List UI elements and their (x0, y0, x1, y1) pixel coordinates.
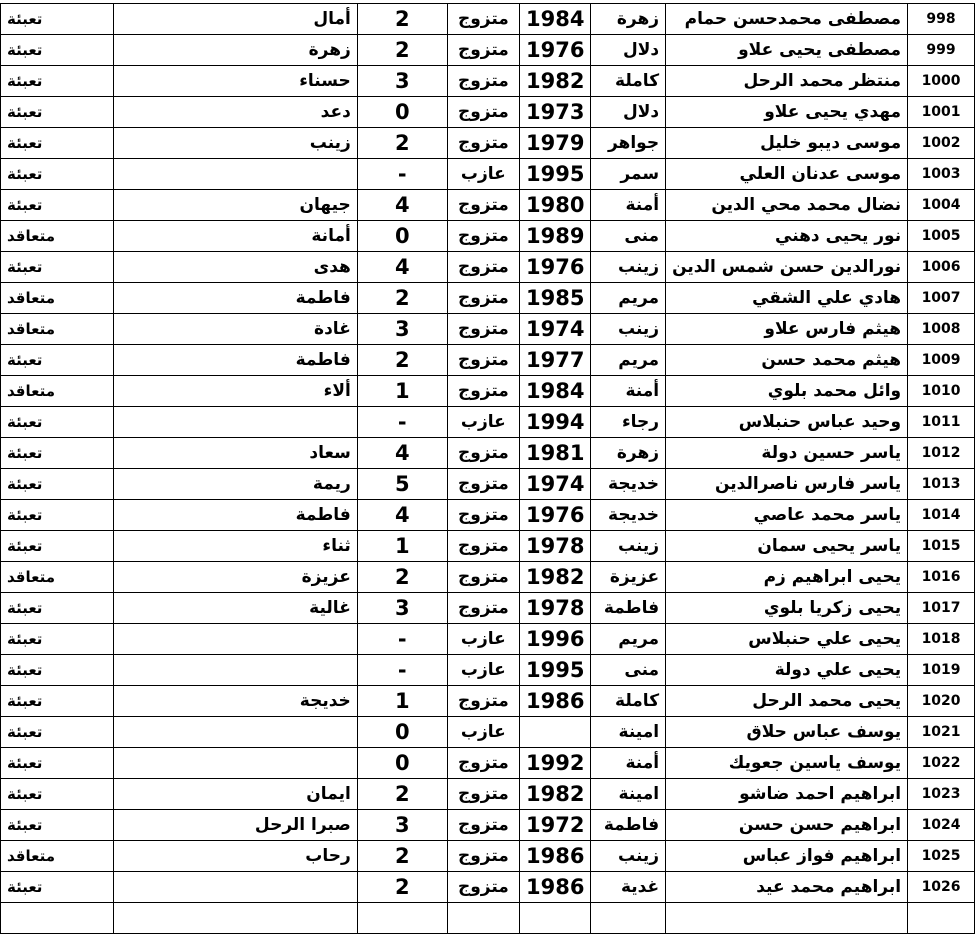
table-body (1, 4, 975, 934)
row-number-cell: 1021 (908, 717, 975, 748)
spouse-name-cell (114, 159, 358, 190)
mother-name-cell: جواهر (591, 128, 666, 159)
table-row (1, 190, 975, 221)
marital-status-cell: متزوج (447, 779, 519, 810)
status-cell: تعبئة (1, 593, 114, 624)
spouse-name-cell: غادة (114, 314, 358, 345)
empty-cell (591, 903, 666, 934)
spouse-name-cell: ريمة (114, 469, 358, 500)
full-name-cell: ياسر حسين دولة (666, 438, 908, 469)
birth-year-cell: 1995 (519, 655, 590, 686)
row-number-cell: 1011 (908, 407, 975, 438)
birth-year-cell: 1994 (519, 407, 590, 438)
table-row (1, 469, 975, 500)
mother-name-cell: زهرة (591, 438, 666, 469)
children-count-cell: - (357, 655, 447, 686)
birth-year-cell: 1980 (519, 190, 590, 221)
full-name-cell: ياسر فارس ناصرالدين (666, 469, 908, 500)
table-row (1, 314, 975, 345)
table-row (1, 128, 975, 159)
row-number-cell: 1017 (908, 593, 975, 624)
spouse-name-cell: رحاب (114, 841, 358, 872)
status-cell: تعبئة (1, 686, 114, 717)
birth-year-cell: 1989 (519, 221, 590, 252)
children-count-cell: 5 (357, 469, 447, 500)
empty-cell (357, 903, 447, 934)
full-name-cell: موسى ديبو خليل (666, 128, 908, 159)
status-cell: تعبئة (1, 779, 114, 810)
full-name-cell: يوسف عباس حلاق (666, 717, 908, 748)
spouse-name-cell (114, 748, 358, 779)
children-count-cell: - (357, 407, 447, 438)
children-count-cell: 4 (357, 500, 447, 531)
row-number-cell: 1010 (908, 376, 975, 407)
birth-year-cell: 1982 (519, 66, 590, 97)
marital-status-cell: متزوج (447, 531, 519, 562)
status-cell: تعبئة (1, 190, 114, 221)
mother-name-cell: زينب (591, 531, 666, 562)
mother-name-cell: أمنة (591, 748, 666, 779)
spouse-name-cell: سعاد (114, 438, 358, 469)
status-cell: تعبئة (1, 252, 114, 283)
row-number-cell: 1019 (908, 655, 975, 686)
empty-cell (666, 903, 908, 934)
children-count-cell: 0 (357, 748, 447, 779)
children-count-cell: 4 (357, 190, 447, 221)
row-number-cell: 1001 (908, 97, 975, 128)
birth-year-cell: 1984 (519, 376, 590, 407)
spouse-name-cell: ايمان (114, 779, 358, 810)
mother-name-cell: منى (591, 221, 666, 252)
table-row (1, 531, 975, 562)
table-row (1, 345, 975, 376)
birth-year-cell: 1976 (519, 35, 590, 66)
spouse-name-cell (114, 407, 358, 438)
table-row (1, 407, 975, 438)
birth-year-cell: 1986 (519, 841, 590, 872)
full-name-cell: وائل محمد بلوي (666, 376, 908, 407)
marital-status-cell: متزوج (447, 221, 519, 252)
full-name-cell: موسى عدنان العلي (666, 159, 908, 190)
children-count-cell: 1 (357, 376, 447, 407)
birth-year-cell: 1982 (519, 779, 590, 810)
status-cell: تعبئة (1, 407, 114, 438)
mother-name-cell: مريم (591, 624, 666, 655)
children-count-cell: 3 (357, 810, 447, 841)
table-row (1, 841, 975, 872)
children-count-cell: 0 (357, 221, 447, 252)
marital-status-cell: متزوج (447, 438, 519, 469)
table-row (1, 686, 975, 717)
birth-year-cell: 1985 (519, 283, 590, 314)
spouse-name-cell: زهرة (114, 35, 358, 66)
marital-status-cell: متزوج (447, 283, 519, 314)
table-row (1, 500, 975, 531)
spouse-name-cell: جيهان (114, 190, 358, 221)
table-row (1, 35, 975, 66)
full-name-cell: يحيى علي حنبلاس (666, 624, 908, 655)
birth-year-cell: 1984 (519, 4, 590, 35)
table-row (1, 252, 975, 283)
birth-year-cell: 1974 (519, 314, 590, 345)
mother-name-cell: مريم (591, 283, 666, 314)
table-row (1, 872, 975, 903)
marital-status-cell: عازب (447, 717, 519, 748)
mother-name-cell: فاطمة (591, 810, 666, 841)
children-count-cell: 4 (357, 438, 447, 469)
spouse-name-cell: فاطمة (114, 345, 358, 376)
status-cell: متعاقد (1, 314, 114, 345)
marital-status-cell: متزوج (447, 841, 519, 872)
mother-name-cell: زينب (591, 841, 666, 872)
status-cell: تعبئة (1, 748, 114, 779)
birth-year-cell: 1981 (519, 438, 590, 469)
marital-status-cell: عازب (447, 655, 519, 686)
mother-name-cell: سمر (591, 159, 666, 190)
marital-status-cell: متزوج (447, 314, 519, 345)
status-cell: تعبئة (1, 624, 114, 655)
status-cell: تعبئة (1, 872, 114, 903)
table-row (1, 221, 975, 252)
marital-status-cell: متزوج (447, 469, 519, 500)
table-row (1, 624, 975, 655)
children-count-cell: 3 (357, 314, 447, 345)
full-name-cell: يحيى علي دولة (666, 655, 908, 686)
birth-year-cell: 1974 (519, 469, 590, 500)
row-number-cell: 999 (908, 35, 975, 66)
spouse-name-cell (114, 717, 358, 748)
row-number-cell: 1015 (908, 531, 975, 562)
data-table (0, 3, 975, 934)
status-cell: تعبئة (1, 717, 114, 748)
mother-name-cell: زهرة (591, 4, 666, 35)
empty-cell (114, 903, 358, 934)
marital-status-cell: متزوج (447, 66, 519, 97)
status-cell: تعبئة (1, 810, 114, 841)
spouse-name-cell: فاطمة (114, 283, 358, 314)
row-number-cell: 1018 (908, 624, 975, 655)
row-number-cell: 1006 (908, 252, 975, 283)
children-count-cell: 3 (357, 593, 447, 624)
mother-name-cell: خديجة (591, 469, 666, 500)
birth-year-cell: 1986 (519, 686, 590, 717)
marital-status-cell: متزوج (447, 97, 519, 128)
marital-status-cell: متزوج (447, 810, 519, 841)
full-name-cell: وحيد عباس حنبلاس (666, 407, 908, 438)
children-count-cell: 0 (357, 717, 447, 748)
full-name-cell: ياسر محمد عاصي (666, 500, 908, 531)
mother-name-cell: زينب (591, 314, 666, 345)
full-name-cell: هيثم فارس علاو (666, 314, 908, 345)
mother-name-cell: امينة (591, 717, 666, 748)
birth-year-cell: 1992 (519, 748, 590, 779)
full-name-cell: يوسف ياسين جعويك (666, 748, 908, 779)
row-number-cell: 1024 (908, 810, 975, 841)
row-number-cell: 1007 (908, 283, 975, 314)
marital-status-cell: عازب (447, 624, 519, 655)
table-row (1, 655, 975, 686)
status-cell: تعبئة (1, 531, 114, 562)
marital-status-cell: متزوج (447, 593, 519, 624)
birth-year-cell: 1982 (519, 562, 590, 593)
birth-year-cell: 1996 (519, 624, 590, 655)
mother-name-cell: أمنة (591, 190, 666, 221)
mother-name-cell: دلال (591, 97, 666, 128)
children-count-cell: - (357, 624, 447, 655)
children-count-cell: 2 (357, 841, 447, 872)
birth-year-cell: 1986 (519, 872, 590, 903)
marital-status-cell: متزوج (447, 562, 519, 593)
birth-year-cell: 1976 (519, 252, 590, 283)
children-count-cell: 4 (357, 252, 447, 283)
status-cell: تعبئة (1, 159, 114, 190)
empty-cell (519, 903, 590, 934)
birth-year-cell: 1973 (519, 97, 590, 128)
mother-name-cell: رجاء (591, 407, 666, 438)
table-row (1, 283, 975, 314)
row-number-cell: 1013 (908, 469, 975, 500)
status-cell: متعاقد (1, 841, 114, 872)
birth-year-cell: 1976 (519, 500, 590, 531)
row-number-cell: 1020 (908, 686, 975, 717)
marital-status-cell: متزوج (447, 686, 519, 717)
table-row (1, 159, 975, 190)
birth-year-cell: 1995 (519, 159, 590, 190)
mother-name-cell: امينة (591, 779, 666, 810)
spouse-name-cell: أمال (114, 4, 358, 35)
marital-status-cell: متزوج (447, 128, 519, 159)
status-cell: تعبئة (1, 35, 114, 66)
spouse-name-cell: أمانة (114, 221, 358, 252)
full-name-cell: مهدي يحيى علاو (666, 97, 908, 128)
full-name-cell: ياسر يحيى سمان (666, 531, 908, 562)
mother-name-cell: مريم (591, 345, 666, 376)
marital-status-cell: متزوج (447, 345, 519, 376)
full-name-cell: يحيى زكريا بلوي (666, 593, 908, 624)
row-number-cell: 1002 (908, 128, 975, 159)
row-number-cell: 1000 (908, 66, 975, 97)
table-row (1, 593, 975, 624)
mother-name-cell: كاملة (591, 66, 666, 97)
children-count-cell: 2 (357, 779, 447, 810)
mother-name-cell: كاملة (591, 686, 666, 717)
spouse-name-cell: صبرا الرحل (114, 810, 358, 841)
status-cell: تعبئة (1, 500, 114, 531)
row-number-cell: 1009 (908, 345, 975, 376)
row-number-cell: 1022 (908, 748, 975, 779)
birth-year-cell: 1977 (519, 345, 590, 376)
birth-year-cell: 1978 (519, 531, 590, 562)
status-cell: متعاقد (1, 562, 114, 593)
row-number-cell: 1008 (908, 314, 975, 345)
empty-cell (1, 903, 114, 934)
mother-name-cell: أمنة (591, 376, 666, 407)
table-row (1, 562, 975, 593)
marital-status-cell: متزوج (447, 500, 519, 531)
mother-name-cell: دلال (591, 35, 666, 66)
mother-name-cell: غدية (591, 872, 666, 903)
birth-year-cell: 1972 (519, 810, 590, 841)
row-number-cell: 1004 (908, 190, 975, 221)
spouse-name-cell: دعد (114, 97, 358, 128)
status-cell: تعبئة (1, 128, 114, 159)
spouse-name-cell (114, 655, 358, 686)
marital-status-cell: متزوج (447, 376, 519, 407)
status-cell: متعاقد (1, 376, 114, 407)
table-row (1, 717, 975, 748)
marital-status-cell: متزوج (447, 4, 519, 35)
mother-name-cell: خديجة (591, 500, 666, 531)
spouse-name-cell: هدى (114, 252, 358, 283)
status-cell: متعاقد (1, 221, 114, 252)
children-count-cell: 1 (357, 686, 447, 717)
mother-name-cell: عزيزة (591, 562, 666, 593)
spouse-name-cell (114, 624, 358, 655)
status-cell: تعبئة (1, 66, 114, 97)
table-row (1, 438, 975, 469)
row-number-cell: 1026 (908, 872, 975, 903)
spouse-name-cell: حسناء (114, 66, 358, 97)
table-row (1, 810, 975, 841)
marital-status-cell: متزوج (447, 35, 519, 66)
full-name-cell: مصطفى محمدحسن حمام (666, 4, 908, 35)
spouse-name-cell: فاطمة (114, 500, 358, 531)
spouse-name-cell (114, 872, 358, 903)
full-name-cell: ابراهيم فواز عباس (666, 841, 908, 872)
marital-status-cell: متزوج (447, 872, 519, 903)
marital-status-cell: متزوج (447, 252, 519, 283)
marital-status-cell: متزوج (447, 748, 519, 779)
table-row (1, 779, 975, 810)
row-number-cell: 998 (908, 4, 975, 35)
full-name-cell: نضال محمد محي الدين (666, 190, 908, 221)
children-count-cell: 2 (357, 35, 447, 66)
spouse-name-cell: زينب (114, 128, 358, 159)
mother-name-cell: زينب (591, 252, 666, 283)
children-count-cell: 2 (357, 4, 447, 35)
children-count-cell: 2 (357, 128, 447, 159)
mother-name-cell: فاطمة (591, 593, 666, 624)
status-cell: تعبئة (1, 438, 114, 469)
row-number-cell: 1014 (908, 500, 975, 531)
row-number-cell: 1016 (908, 562, 975, 593)
status-cell: تعبئة (1, 345, 114, 376)
children-count-cell: 3 (357, 66, 447, 97)
status-cell: تعبئة (1, 469, 114, 500)
full-name-cell: يحيى محمد الرحل (666, 686, 908, 717)
spouse-name-cell: ألاء (114, 376, 358, 407)
row-number-cell: 1012 (908, 438, 975, 469)
table-row (1, 97, 975, 128)
birth-year-cell (519, 717, 590, 748)
empty-cell (447, 903, 519, 934)
full-name-cell: يحيى ابراهيم زم (666, 562, 908, 593)
birth-year-cell: 1979 (519, 128, 590, 159)
full-name-cell: نور يحيى دهني (666, 221, 908, 252)
children-count-cell: 2 (357, 872, 447, 903)
spouse-name-cell: غالية (114, 593, 358, 624)
full-name-cell: ابراهيم احمد ضاشو (666, 779, 908, 810)
children-count-cell: 0 (357, 97, 447, 128)
full-name-cell: ابراهيم حسن حسن (666, 810, 908, 841)
row-number-cell: 1023 (908, 779, 975, 810)
row-number-cell: 1025 (908, 841, 975, 872)
full-name-cell: هيثم محمد حسن (666, 345, 908, 376)
spouse-name-cell: عزيزة (114, 562, 358, 593)
status-cell: متعاقد (1, 283, 114, 314)
children-count-cell: 2 (357, 345, 447, 376)
full-name-cell: منتظر محمد الرحل (666, 66, 908, 97)
mother-name-cell: منى (591, 655, 666, 686)
full-name-cell: مصطفى يحيى علاو (666, 35, 908, 66)
full-name-cell: ابراهيم محمد عيد (666, 872, 908, 903)
children-count-cell: - (357, 159, 447, 190)
table-row (1, 4, 975, 35)
children-count-cell: 1 (357, 531, 447, 562)
spouse-name-cell: خديجة (114, 686, 358, 717)
children-count-cell: 2 (357, 562, 447, 593)
marital-status-cell: عازب (447, 159, 519, 190)
spouse-name-cell: ثناء (114, 531, 358, 562)
table-row-partial (1, 903, 975, 934)
full-name-cell: نورالدين حسن شمس الدين (666, 252, 908, 283)
status-cell: تعبئة (1, 4, 114, 35)
row-number-cell: 1003 (908, 159, 975, 190)
empty-cell (908, 903, 975, 934)
table-row (1, 748, 975, 779)
status-cell: تعبئة (1, 655, 114, 686)
row-number-cell: 1005 (908, 221, 975, 252)
table-row (1, 66, 975, 97)
marital-status-cell: عازب (447, 407, 519, 438)
full-name-cell: هادي علي الشقي (666, 283, 908, 314)
children-count-cell: 2 (357, 283, 447, 314)
birth-year-cell: 1978 (519, 593, 590, 624)
status-cell: تعبئة (1, 97, 114, 128)
table-row (1, 376, 975, 407)
marital-status-cell: متزوج (447, 190, 519, 221)
